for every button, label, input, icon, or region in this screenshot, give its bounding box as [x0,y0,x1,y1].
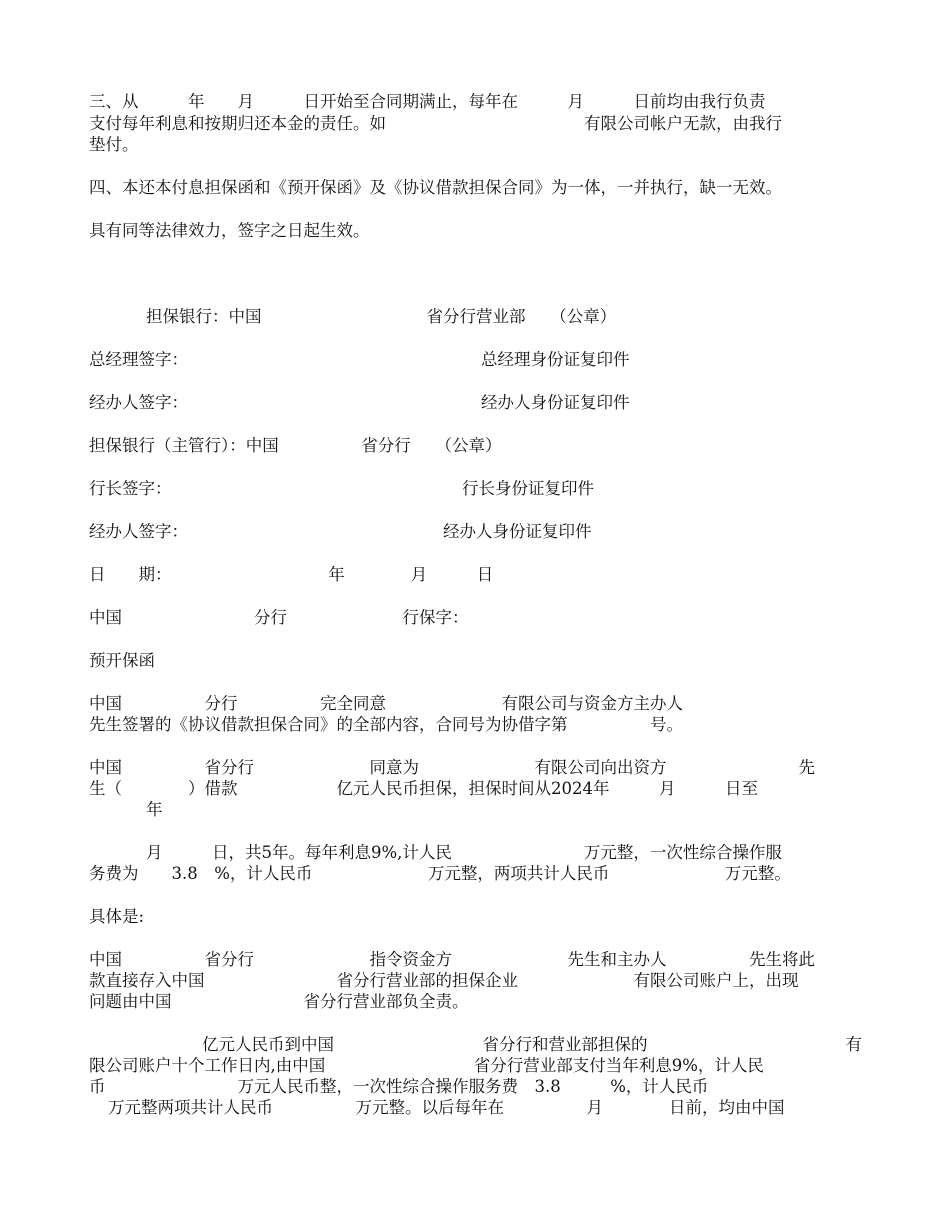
pre-guarantee-title: 预开保函 [89,651,155,670]
supervising-bank-line: 担保银行（主管行）：中国 省分行 （公章） [89,436,502,455]
president-sign-label: 行长签字： [89,479,172,498]
pre-guarantee-p2-line1: 中国 省分行 同意为 有限公司向出资方 先 [89,758,815,777]
section3-line3: 垫付。 [89,135,139,154]
pre-guarantee-p3-line1: 月 日，共5年。每年利息9%,计人民 万元整，一次性综合操作服 [146,843,782,862]
section4-text: 四、本还本付息担保函和《预开保函》及《协议借款担保合同》为一体，一并执行，缺一无效。 [89,178,782,197]
branch-ref-line: 中国 分行 行保字： [89,608,469,627]
gm-sign-label: 总经理签字： [89,350,188,369]
president-id-label: 行长身份证复印件 [462,479,594,498]
section3-line1: 三、从 年 月 日开始至合同期满止，每年在 月 日前均由我行负责 [89,92,766,111]
pre-guarantee-p1-line2: 先生签署的《协议借款担保合同》的全部内容，合同号为协借字第 号。 [89,715,683,734]
pre-guarantee-p4-line2: 款直接存入中国 省分行营业部的担保企业 有限公司账户上，出现 [89,971,799,990]
specifics-label: 具体是: [89,907,145,926]
handler-id-label-2: 经办人身份证复印件 [443,522,592,541]
handler-sign-label-1: 经办人签字： [89,393,188,412]
handler-sign-label-2: 经办人签字： [89,522,188,541]
pre-guarantee-p4-line3: 问题由中国 省分行营业部负全责。 [89,992,469,1011]
pre-guarantee-p5-line2: 限公司账户十个工作日内,由中国 省分行营业部支付当年利息9%，计人民 [89,1056,764,1075]
pre-guarantee-p5-line4: 万元整两项共计人民币 万元整。以后每年在 月 日前，均由中国 [108,1098,785,1117]
pre-guarantee-p4-line1: 中国 省分行 指令资金方 先生和主办人 先生将此 [89,950,815,969]
pre-guarantee-p1-line1: 中国 分行 完全同意 有限公司与资金方主办人 [89,694,683,713]
pre-guarantee-p2-line3: 年 [146,800,163,819]
section3-line2: 支付每年利息和按期归还本金的责任。如 有限公司帐户无款，由我行 [89,114,782,133]
gm-id-label: 总经理身份证复印件 [481,350,630,369]
pre-guarantee-p5-line3: 币 万元人民币整，一次性综合操作服务费 3.8 %，计人民币 [89,1077,709,1096]
guarantor-bank-line: 担保银行：中国 省分行营业部 （公章） [146,307,617,326]
date-line: 日 期： 年 月 日 [89,565,494,584]
validity-text: 具有同等法律效力，签字之日起生效。 [89,221,370,240]
pre-guarantee-p3-line2: 务费为 3.8 %，计人民币 万元整，两项共计人民币 万元整。 [89,864,791,883]
handler-id-label-1: 经办人身份证复印件 [481,393,630,412]
pre-guarantee-p5-line1: 亿元人民币到中国 省分行和营业部担保的 有 [202,1035,862,1054]
pre-guarantee-p2-line2: 生（ ）借款 亿元人民币担保，担保时间从2024年 月 日至 [89,779,758,798]
